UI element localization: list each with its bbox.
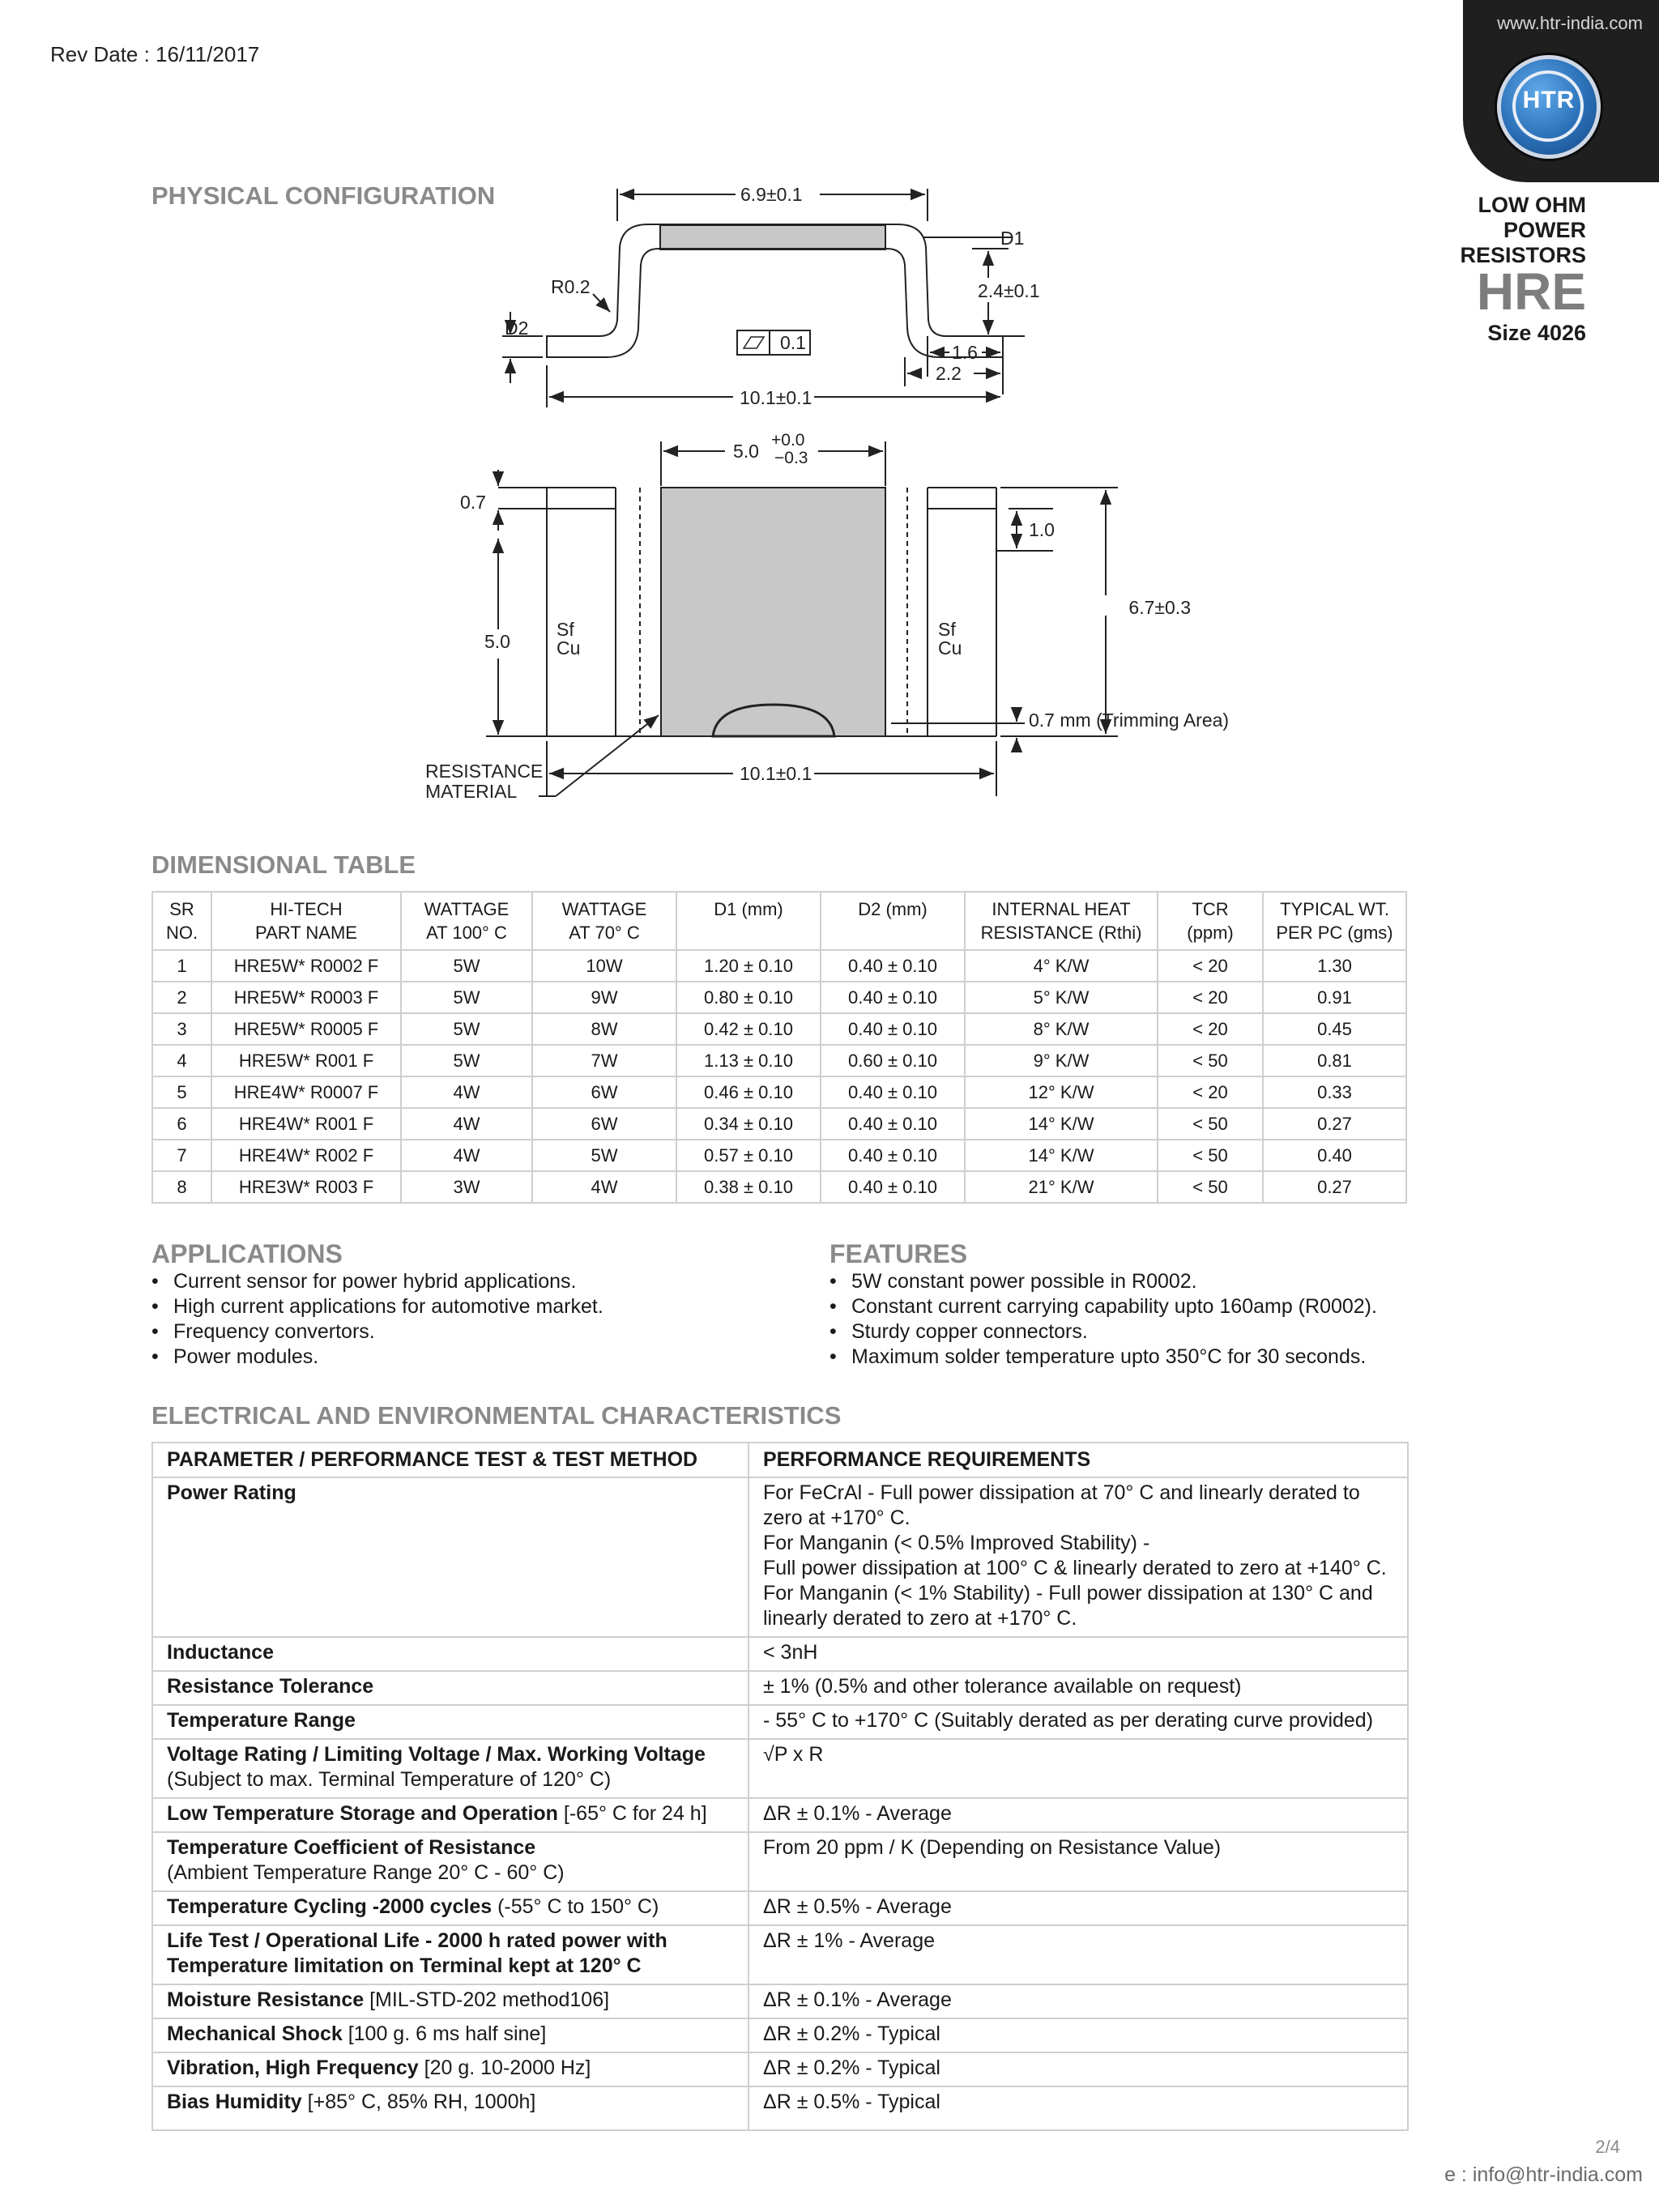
cell-d1: 0.57 ± 0.10	[676, 1140, 821, 1171]
dim-1-6: 1.6	[952, 342, 978, 363]
cell-tcr: < 50	[1158, 1171, 1263, 1203]
req-cell: ± 1% (0.5% and other tolerance available on request)	[748, 1671, 1408, 1705]
cell-part: HRE5W* R0005 F	[211, 1013, 401, 1045]
dim-r02: R0.2	[551, 276, 591, 297]
req-cell: ΔR ± 0.2% - Typical	[748, 2052, 1408, 2086]
cell-tcr: < 20	[1158, 982, 1263, 1013]
cell-w100: 4W	[401, 1140, 532, 1171]
col-d1: D1 (mm)	[676, 892, 821, 950]
dim-length-side: 10.1±0.1	[740, 387, 812, 408]
label-resistance-line1: RESISTANCE	[425, 761, 544, 782]
dim-1-0: 1.0	[1029, 519, 1055, 540]
cell-part: HRE4W* R0007 F	[211, 1076, 401, 1108]
cell-tcr: < 50	[1158, 1140, 1263, 1171]
cell-rthi: 14° K/W	[965, 1108, 1158, 1140]
cell-sr: 7	[152, 1140, 211, 1171]
cell-rthi: 8° K/W	[965, 1013, 1158, 1045]
table-row	[152, 1739, 1408, 1798]
list-item: • 5W constant power possible in R0002.	[830, 1269, 1478, 1294]
cell-w100: 4W	[401, 1076, 532, 1108]
dim-5-0: 5.0	[733, 441, 759, 462]
cell-weight: 0.27	[1263, 1171, 1406, 1203]
cell-w100: 3W	[401, 1171, 532, 1203]
cell-rthi: 21° K/W	[965, 1171, 1158, 1203]
table-row	[152, 1637, 1408, 1671]
cell-tcr: < 20	[1158, 1013, 1263, 1045]
cell-w70: 10W	[532, 950, 676, 982]
cell-weight: 0.91	[1263, 982, 1406, 1013]
cell-tcr: < 50	[1158, 1108, 1263, 1140]
physical-configuration-title: PHYSICAL CONFIGURATION	[151, 181, 496, 210]
label-sf-right: Sf	[938, 619, 956, 640]
param-cell: Resistance Tolerance	[152, 1671, 748, 1705]
cell-weight: 0.27	[1263, 1108, 1406, 1140]
product-line	[1460, 193, 1586, 268]
table-row	[152, 1798, 1408, 1832]
cell-w70: 6W	[532, 1076, 676, 1108]
col-part-name: HI-TECH PART NAME	[211, 892, 401, 950]
electrical-title: ELECTRICAL AND ENVIRONMENTAL CHARACTERISTICS	[151, 1401, 842, 1430]
cell-d2: 0.40 ± 0.10	[821, 1076, 965, 1108]
req-cell: < 3nH	[748, 1637, 1408, 1671]
req-cell: ΔR ± 1% - Average	[748, 1925, 1408, 1984]
table-row	[152, 1045, 1406, 1076]
label-sf-left: Sf	[557, 619, 574, 640]
req-cell: ΔR ± 0.2% - Typical	[748, 2018, 1408, 2052]
param-cell: Bias Humidity [+85° C, 85% RH, 1000h]	[152, 2086, 748, 2130]
cell-w70: 6W	[532, 1108, 676, 1140]
table-row	[152, 2018, 1408, 2052]
cell-w70: 9W	[532, 982, 676, 1013]
cell-part: HRE4W* R002 F	[211, 1140, 401, 1171]
cell-sr: 1	[152, 950, 211, 982]
cell-part: HRE3W* R003 F	[211, 1171, 401, 1203]
cell-w70: 8W	[532, 1013, 676, 1045]
table-row	[152, 1891, 1408, 1925]
param-cell: Power Rating	[152, 1477, 748, 1637]
cell-sr: 4	[152, 1045, 211, 1076]
cell-tcr: < 20	[1158, 1076, 1263, 1108]
features-title: FEATURES	[830, 1239, 968, 1268]
cell-d1: 0.38 ± 0.10	[676, 1171, 821, 1203]
cell-w100: 5W	[401, 950, 532, 982]
applications-list	[151, 1269, 800, 1370]
website-link[interactable]: www.htr-india.com	[1497, 13, 1643, 33]
cell-d1: 0.42 ± 0.10	[676, 1013, 821, 1045]
req-cell: √P x R	[748, 1739, 1408, 1798]
cell-w70: 5W	[532, 1140, 676, 1171]
req-cell: - 55° C to +170° C (Suitably derated as per derating curve provided)	[748, 1705, 1408, 1739]
cell-rthi: 12° K/W	[965, 1076, 1158, 1108]
cell-rthi: 14° K/W	[965, 1140, 1158, 1171]
table-row	[152, 950, 1406, 982]
cell-weight: 0.40	[1263, 1140, 1406, 1171]
cell-sr: 2	[152, 982, 211, 1013]
company-logo	[1497, 55, 1601, 159]
col-wattage-100: WATTAGE AT 100° C	[401, 892, 532, 950]
table-row	[152, 1076, 1406, 1108]
dim-6-7: 6.7±0.3	[1128, 597, 1191, 618]
cell-sr: 5	[152, 1076, 211, 1108]
dim-height: 2.4±0.1	[978, 280, 1040, 301]
req-cell: For FeCrAl - Full power dissipation at 70° C and linearly derated to zero at +170° C. For Manganin (< 0.5% Improved Stability) - Full power dissipation at 100° C & linearly derated to zero at +140° C. For Manganin (< 1% Stability) - Full power dissipation at 130° C and linearly derated to zero at +170° C.	[748, 1477, 1408, 1637]
table-row	[152, 1108, 1406, 1140]
applications-section	[151, 1239, 800, 1370]
param-cell: Temperature Range	[152, 1705, 748, 1739]
cell-d2: 0.40 ± 0.10	[821, 950, 965, 982]
table-row	[152, 1477, 1408, 1637]
cell-sr: 8	[152, 1171, 211, 1203]
product-line-3: RESISTORS	[1460, 243, 1586, 267]
list-item: • Sturdy copper connectors.	[830, 1319, 1478, 1345]
dim-tol-plus: +0.0	[771, 431, 805, 450]
cell-sr: 6	[152, 1108, 211, 1140]
table-row	[152, 1705, 1408, 1739]
col-weight: TYPICAL WT. PER PC (gms)	[1263, 892, 1406, 950]
dim-length-bottom: 10.1±0.1	[740, 763, 812, 784]
list-item: • Frequency convertors.	[151, 1319, 800, 1345]
cell-d1: 1.20 ± 0.10	[676, 950, 821, 982]
cell-tcr: < 20	[1158, 950, 1263, 982]
applications-title: APPLICATIONS	[151, 1239, 343, 1268]
dim-0-7: 0.7	[460, 492, 486, 513]
param-cell: Inductance	[152, 1637, 748, 1671]
col-parameter: PARAMETER / PERFORMANCE TEST & TEST METHOD	[152, 1443, 748, 1477]
dim-d2: D2	[505, 318, 529, 339]
table-row	[152, 1671, 1408, 1705]
req-cell: ΔR ± 0.5% - Typical	[748, 2086, 1408, 2130]
req-cell: ΔR ± 0.1% - Average	[748, 1798, 1408, 1832]
dim-d1: D1	[1000, 228, 1025, 249]
cell-rthi: 5° K/W	[965, 982, 1158, 1013]
label-trimming-area: 0.7 mm (Trimming Area)	[1029, 710, 1230, 731]
cell-d1: 0.46 ± 0.10	[676, 1076, 821, 1108]
label-cu-left: Cu	[557, 637, 581, 658]
dim-5-0-vertical: 5.0	[484, 631, 510, 652]
features-list	[830, 1269, 1478, 1370]
table-row	[152, 1013, 1406, 1045]
label-cu-right: Cu	[938, 637, 962, 658]
table-row	[152, 982, 1406, 1013]
cell-weight: 1.30	[1263, 950, 1406, 982]
cell-w100: 4W	[401, 1108, 532, 1140]
req-cell: ΔR ± 0.5% - Average	[748, 1891, 1408, 1925]
param-cell: Life Test / Operational Life - 2000 h rated power with Temperature limitation on Terminal kept at 120° C	[152, 1925, 748, 1984]
logo-text: HTR	[1522, 87, 1576, 113]
cell-rthi: 9° K/W	[965, 1045, 1158, 1076]
electrical-header-row	[152, 1443, 1408, 1477]
header-corner-panel	[1463, 0, 1659, 182]
product-code: HRE	[1476, 262, 1586, 321]
param-cell: Temperature Cycling -2000 cycles (-55° C to 150° C)	[152, 1891, 748, 1925]
dimensional-table	[151, 891, 1407, 1204]
product-size: Size 4026	[1487, 321, 1586, 345]
list-item: • Power modules.	[151, 1345, 800, 1370]
page-number: 2/4	[1595, 2137, 1620, 2157]
col-internal-heat: INTERNAL HEAT RESISTANCE (Rthi)	[965, 892, 1158, 950]
list-item: • Constant current carrying capability upto 160amp (R0002).	[830, 1294, 1478, 1319]
dim-width-top: 6.9±0.1	[740, 184, 803, 205]
req-cell: From 20 ppm / K (Depending on Resistance Value)	[748, 1832, 1408, 1891]
param-cell: Vibration, High Frequency [20 g. 10-2000 Hz]	[152, 2052, 748, 2086]
dim-2-2: 2.2	[936, 363, 962, 384]
electrical-table	[151, 1442, 1409, 2131]
cell-w70: 7W	[532, 1045, 676, 1076]
req-cell: ΔR ± 0.1% - Average	[748, 1984, 1408, 2018]
cell-part: HRE5W* R0003 F	[211, 982, 401, 1013]
col-tcr: TCR (ppm)	[1158, 892, 1263, 950]
table-row	[152, 2052, 1408, 2086]
cell-part: HRE5W* R001 F	[211, 1045, 401, 1076]
param-cell: Low Temperature Storage and Operation [-65° C for 24 h]	[152, 1798, 748, 1832]
physical-configuration-drawing	[405, 174, 1296, 822]
features-section	[830, 1239, 1478, 1370]
cell-weight: 0.45	[1263, 1013, 1406, 1045]
table-row	[152, 2086, 1408, 2130]
list-item: • High current applications for automotive market.	[151, 1294, 800, 1319]
col-requirement: PERFORMANCE REQUIREMENTS	[748, 1443, 1408, 1477]
footer-email[interactable]: e : info@htr-india.com	[1444, 2163, 1643, 2186]
cell-rthi: 4° K/W	[965, 950, 1158, 982]
cell-tcr: < 50	[1158, 1045, 1263, 1076]
cell-d2: 0.40 ± 0.10	[821, 1108, 965, 1140]
table-row	[152, 1140, 1406, 1171]
table-row	[152, 1171, 1406, 1203]
cell-d2: 0.40 ± 0.10	[821, 982, 965, 1013]
col-sr-no: SR NO.	[152, 892, 211, 950]
param-cell: Temperature Coefficient of Resistance (Ambient Temperature Range 20° C - 60° C)	[152, 1832, 748, 1891]
cell-part: HRE4W* R001 F	[211, 1108, 401, 1140]
rev-date: Rev Date : 16/11/2017	[50, 42, 260, 66]
cell-d2: 0.40 ± 0.10	[821, 1171, 965, 1203]
table-row	[152, 1984, 1408, 2018]
param-cell: Moisture Resistance [MIL-STD-202 method106]	[152, 1984, 748, 2018]
cell-d2: 0.40 ± 0.10	[821, 1140, 965, 1171]
param-cell: Voltage Rating / Limiting Voltage / Max. Working Voltage (Subject to max. Terminal Temperature of 120° C)	[152, 1739, 748, 1798]
cell-part: HRE5W* R0002 F	[211, 950, 401, 982]
list-item: • Current sensor for power hybrid applications.	[151, 1269, 800, 1294]
dim-tol-minus: −0.3	[774, 449, 808, 467]
cell-weight: 0.33	[1263, 1076, 1406, 1108]
col-wattage-70: WATTAGE AT 70° C	[532, 892, 676, 950]
dim-flatness: 0.1	[780, 332, 806, 353]
cell-w100: 5W	[401, 982, 532, 1013]
cell-d1: 0.80 ± 0.10	[676, 982, 821, 1013]
cell-sr: 3	[152, 1013, 211, 1045]
table-row	[152, 1925, 1408, 1984]
cell-w100: 5W	[401, 1013, 532, 1045]
col-d2: D2 (mm)	[821, 892, 965, 950]
cell-d1: 1.13 ± 0.10	[676, 1045, 821, 1076]
cell-d2: 0.40 ± 0.10	[821, 1013, 965, 1045]
product-line-2: POWER	[1503, 218, 1586, 242]
cell-w70: 4W	[532, 1171, 676, 1203]
dimensional-header-row	[152, 892, 1406, 950]
list-item: • Maximum solder temperature upto 350°C for 30 seconds.	[830, 1345, 1478, 1370]
label-resistance-line2: MATERIAL	[425, 781, 518, 802]
cell-d1: 0.34 ± 0.10	[676, 1108, 821, 1140]
table-row	[152, 1832, 1408, 1891]
dimensional-table-title: DIMENSIONAL TABLE	[151, 850, 416, 879]
cell-weight: 0.81	[1263, 1045, 1406, 1076]
cell-w100: 5W	[401, 1045, 532, 1076]
product-line-1: LOW OHM	[1478, 193, 1586, 217]
param-cell: Mechanical Shock [100 g. 6 ms half sine]	[152, 2018, 748, 2052]
cell-d2: 0.60 ± 0.10	[821, 1045, 965, 1076]
